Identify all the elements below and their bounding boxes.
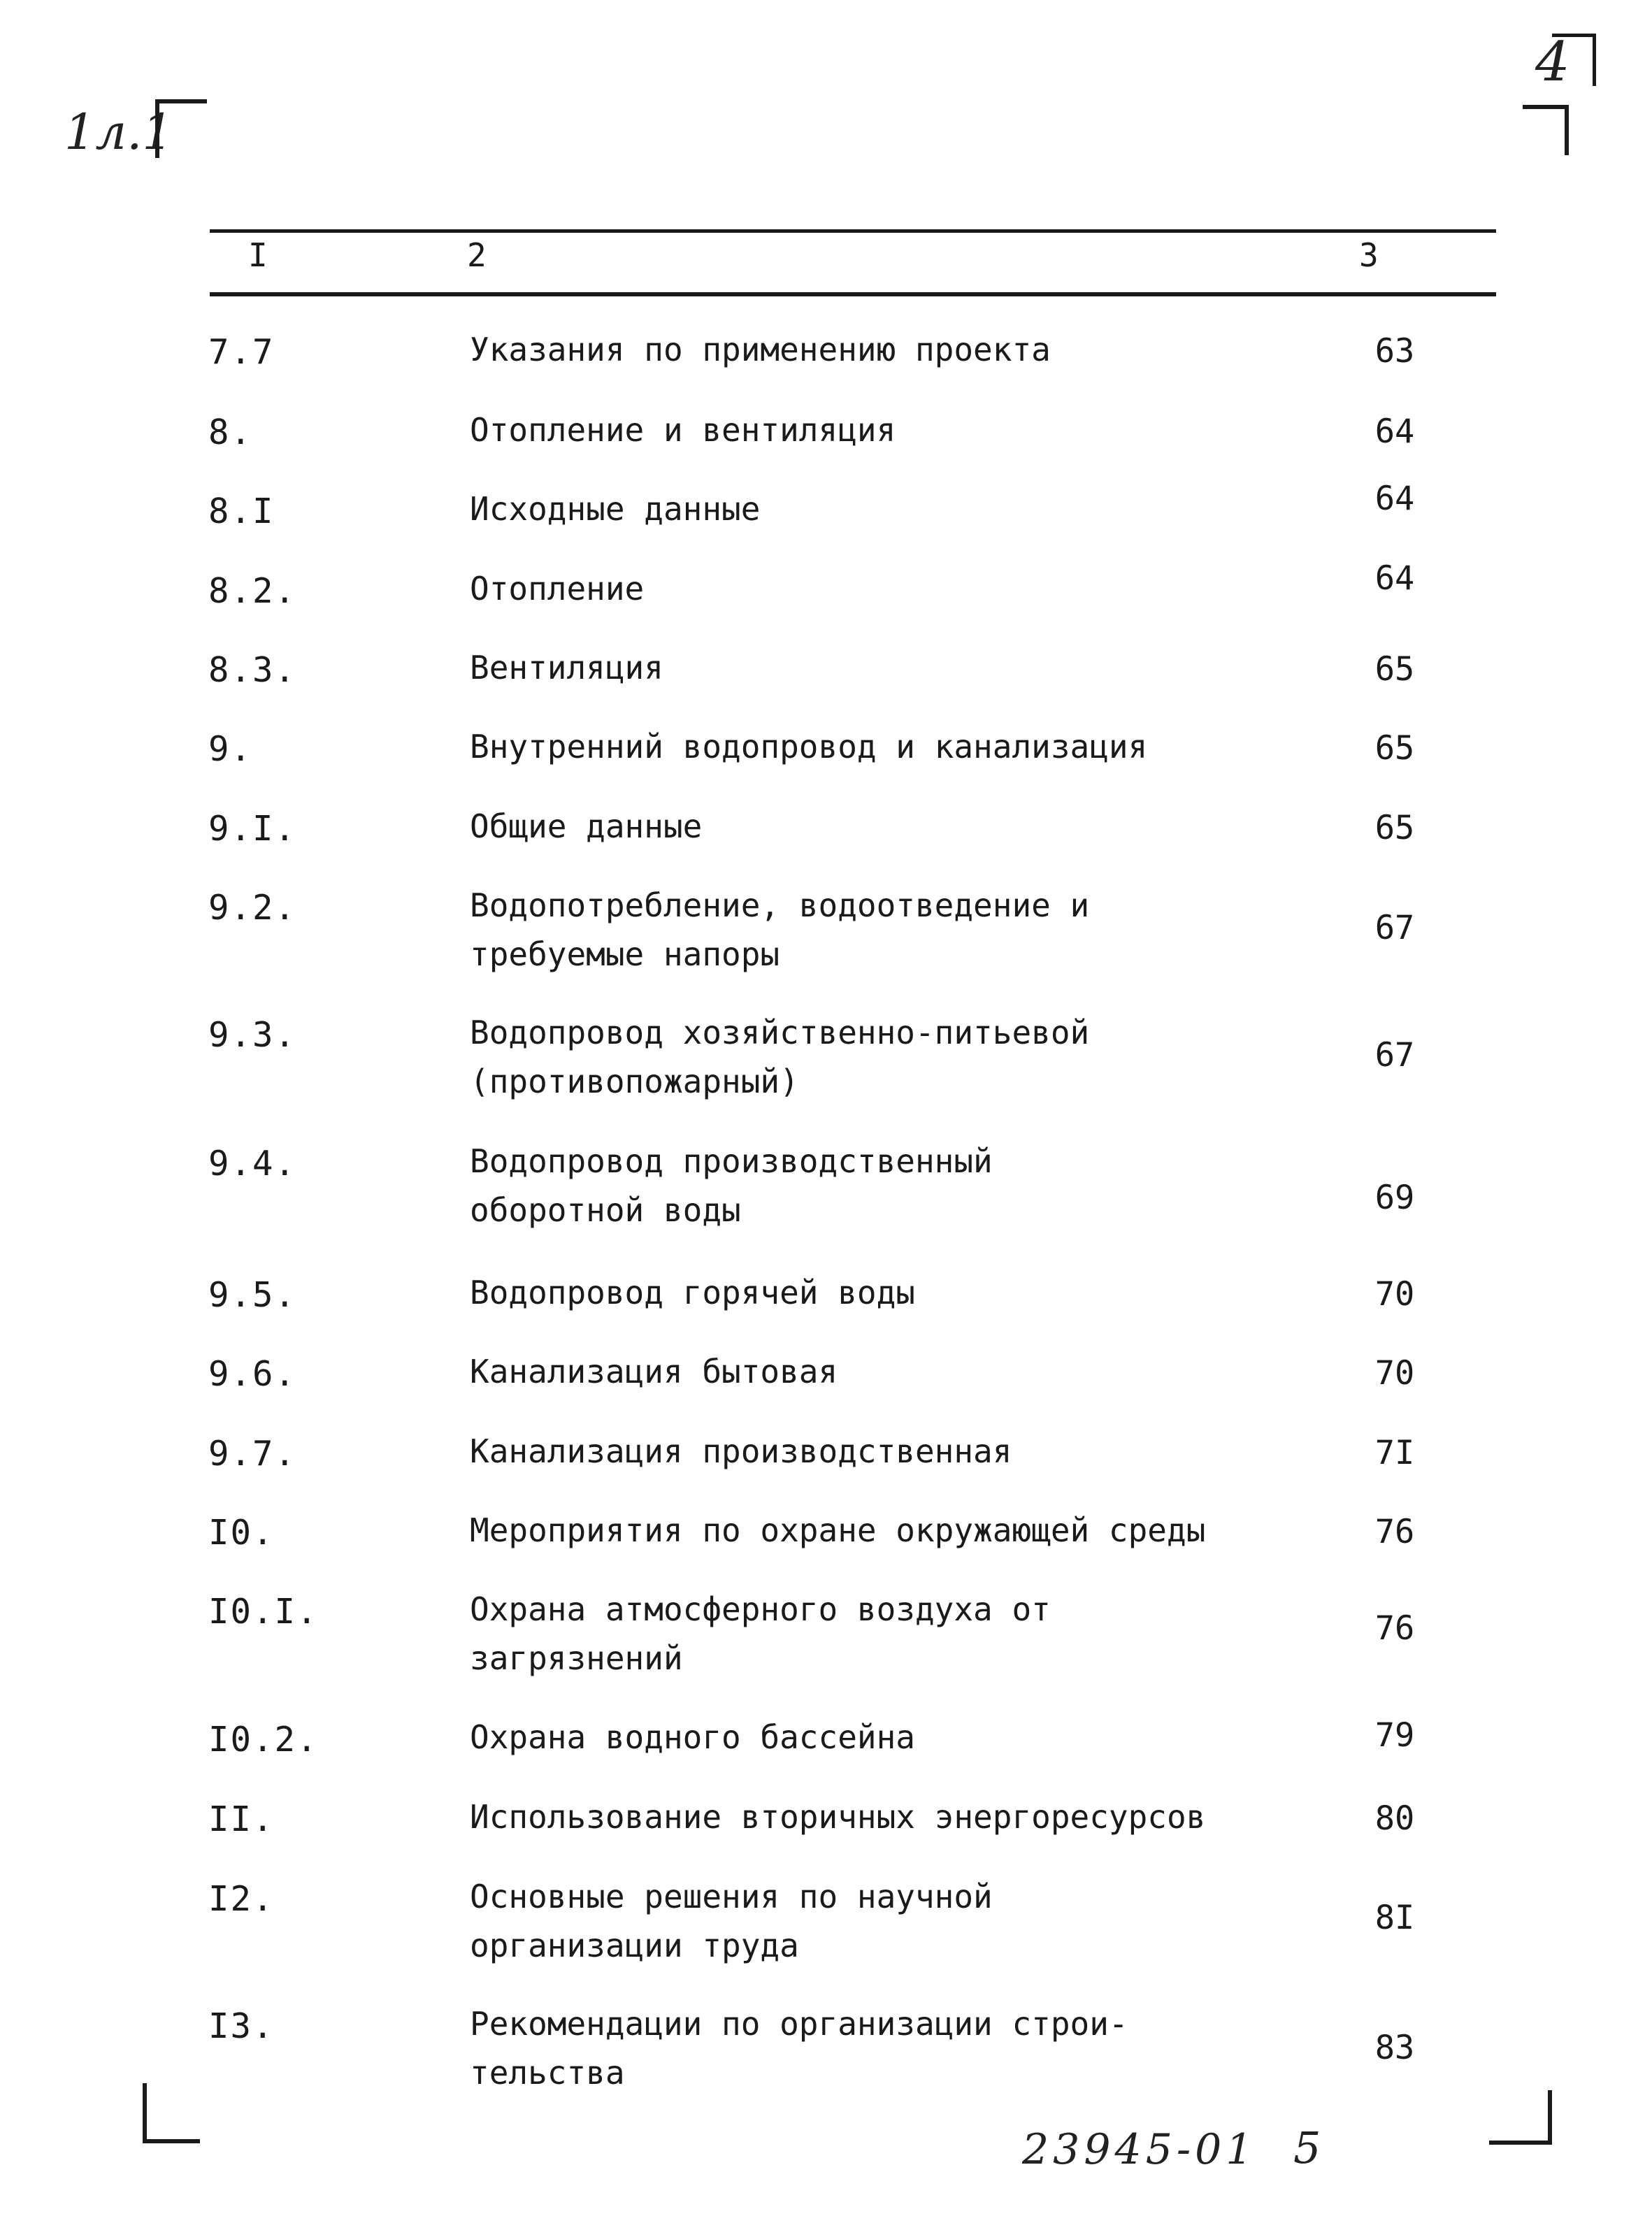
section-title: Водопотребление, водоотведение и требуемые напоры — [470, 886, 1090, 973]
section-page: 63 — [1374, 332, 1415, 371]
column-header-title: 2 — [467, 236, 487, 274]
section-number: 9.2. — [208, 888, 297, 928]
footer-document-code: 23945-01 — [1022, 2125, 1257, 2174]
corner-mark-bottom-left — [143, 2083, 200, 2143]
corner-mark-top-left — [155, 99, 207, 158]
section-page: 67 — [1374, 909, 1415, 947]
corner-mark-bottom-right — [1489, 2090, 1552, 2145]
column-header-number: I — [248, 236, 268, 274]
section-title: Охрана водного бассейна — [470, 1718, 915, 1756]
section-page: 80 — [1374, 1799, 1415, 1838]
section-page: 79 — [1374, 1716, 1415, 1755]
section-number: 9.6. — [208, 1354, 297, 1394]
header-rule-bottom — [210, 292, 1496, 296]
section-number: 9.3. — [208, 1015, 297, 1055]
section-page: 65 — [1374, 809, 1415, 847]
section-number: I0.2. — [208, 1720, 319, 1760]
section-title: Основные решения по научной организации труда — [470, 1878, 993, 1964]
section-title: Вентиляция — [470, 649, 663, 686]
section-title: Отопление — [470, 570, 645, 607]
section-number: 7.7 — [208, 332, 275, 372]
section-title: Охрана атмосферного воздуха от загрязнений — [470, 1590, 1051, 1677]
section-page: 69 — [1374, 1179, 1415, 1217]
page-number-bracket — [1552, 34, 1596, 86]
section-title: Канализация бытовая — [470, 1353, 838, 1390]
section-page: 64 — [1374, 480, 1415, 518]
section-page: 64 — [1374, 412, 1415, 451]
section-page: 76 — [1374, 1609, 1415, 1648]
section-title: Отопление и вентиляция — [470, 411, 896, 449]
section-page: 65 — [1374, 650, 1415, 689]
section-number: 8.3. — [208, 650, 297, 690]
header-rule-top — [210, 229, 1496, 233]
section-title: Канализация производственная — [470, 1432, 1012, 1470]
section-number: 9. — [208, 729, 253, 769]
section-number: 9.7. — [208, 1434, 297, 1474]
section-number: I2. — [208, 1879, 275, 1919]
section-number: 8.I — [208, 491, 275, 531]
section-title: Водопровод хозяйственно-питьевой (противопожарный) — [470, 1014, 1090, 1100]
section-title: Водопровод производственный оборотной воды — [470, 1142, 993, 1229]
section-title: Использование вторичных энергоресурсов — [470, 1798, 1206, 1836]
page-corner-number: 4 — [1535, 31, 1570, 94]
margin-note: 1л.1 — [64, 103, 173, 161]
section-number: II. — [208, 1799, 275, 1839]
section-title: Водопровод горячей воды — [470, 1274, 915, 1311]
section-page: 64 — [1374, 559, 1415, 598]
footer-sheet-number: 5 — [1293, 2122, 1321, 2173]
section-title: Мероприятия по охране окружающей среды — [470, 1511, 1206, 1549]
section-page: 7I — [1374, 1434, 1415, 1472]
section-page: 76 — [1374, 1513, 1415, 1551]
section-number: 9.4. — [208, 1144, 297, 1184]
section-number: 9.I. — [208, 809, 297, 849]
section-page: 65 — [1374, 729, 1415, 768]
section-title: Рекомендации по организации строи- тельства — [470, 2005, 1128, 2092]
corner-mark-top-right — [1523, 105, 1569, 155]
section-number: I3. — [208, 2006, 275, 2046]
section-title: Указания по применению проекта — [470, 331, 1051, 368]
section-number: 9.5. — [208, 1275, 297, 1315]
section-page: 67 — [1374, 1036, 1415, 1074]
section-number: I0. — [208, 1513, 275, 1553]
column-header-page: 3 — [1359, 236, 1379, 274]
section-number: I0.I. — [208, 1592, 319, 1632]
section-title: Исходные данные — [470, 490, 761, 528]
section-page: 70 — [1374, 1354, 1415, 1393]
section-title: Внутренний водопровод и канализация — [470, 728, 1148, 765]
section-number: 8. — [208, 412, 253, 452]
section-number: 8.2. — [208, 571, 297, 611]
section-page: 70 — [1374, 1275, 1415, 1314]
section-title: Общие данные — [470, 807, 703, 845]
section-page: 8I — [1374, 1899, 1415, 1937]
section-page: 83 — [1374, 2029, 1415, 2067]
